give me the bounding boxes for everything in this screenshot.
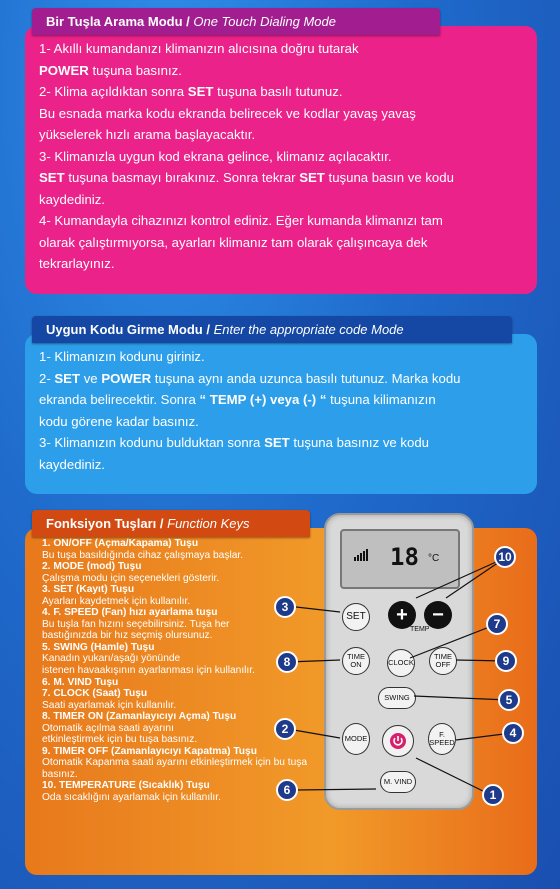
function-key-desc: Ayarları kaydetmek için kullanılır. [42, 595, 191, 607]
function-key-title: 2. MODE (mod) Tuşu [42, 561, 142, 573]
temp-label: TEMP [410, 626, 430, 633]
code-step-2c: kodu görene kadar basınız. [39, 413, 199, 429]
step-2c: yükselerek hızlı arama başlayacaktır. [39, 127, 256, 142]
step-1b: POWER tuşuna basınız. [39, 62, 182, 78]
function-key-desc: Bu tuşla fan hızını seçebilirsiniz. Tuşa her [42, 618, 230, 630]
step-1a: 1- Akıllı kumandanızı klimanızın alıcısına doğru tutarak [39, 41, 359, 56]
step-3a: 3- Klimanızla uygun kod ekrana gelince, klimanız açılacaktır. [39, 148, 392, 164]
function-key-desc: bastığınızda bir hız seçmiş olursunuz. [42, 630, 213, 642]
callout-2: 2 [274, 718, 296, 740]
code-step-3b: kaydediniz. [39, 456, 105, 472]
step-2b: Bu esnada marka kodu ekranda belirecek ve kodlar yavaş yavaş [39, 105, 416, 121]
function-key-desc: Oda sıcaklığını ayarlamak için kullanılır. [42, 792, 221, 804]
step-4c: tekrarlayınız. [39, 256, 115, 271]
set-button[interactable]: SET [342, 603, 370, 631]
lcd-temperature: 18 [390, 543, 419, 571]
function-key-title: 6. M. VIND Tuşu [42, 676, 119, 688]
callout-9: 9 [495, 650, 517, 672]
step-4a: 4- Kumandayla cihazınızı kontrol ediniz. Eğer kumanda klimanızı tam [39, 213, 443, 228]
function-key-title: 10. TEMPERATURE (Sıcaklık) Tuşu [42, 780, 210, 792]
swing-button[interactable]: SWING [378, 687, 416, 709]
temp-minus-button[interactable]: − [424, 601, 452, 629]
function-key-desc: Bu tuşa basıldığında cihaz çalışmaya başlar. [42, 549, 244, 561]
function-key-desc: etkinleştirmek için bu tuşa basınız. [42, 734, 198, 746]
function-key-desc: Kanadın yukarı/aşağı yönünde [42, 653, 181, 665]
temp-plus-button[interactable]: + [388, 601, 416, 629]
function-key-title: 9. TIMER OFF (Zamanlayıcıyı Kapatma) Tuşu [42, 745, 257, 757]
callout-1: 1 [482, 784, 504, 806]
function-key-title: 3. SET (Kayıt) Tuşu [42, 584, 135, 596]
code-step-2a: 2- SET ve POWER tuşuna aynı anda uzunca basılı tutunuz. Marka kodu [39, 370, 461, 386]
step-3b: SET tuşuna basmayı bırakınız. Sonra tekrar SET tuşuna basın ve kodu [39, 170, 454, 185]
function-key-title: 7. CLOCK (Saat) Tuşu [42, 688, 148, 700]
callout-8: 8 [276, 651, 298, 673]
callout-3: 3 [274, 596, 296, 618]
fan-speed-button[interactable]: F. SPEED [428, 723, 456, 755]
timer-on-button[interactable]: TIME ON [342, 647, 370, 675]
function-key-title: 8. TIMER ON (Zamanlayıcıyı Açma) Tuşu [42, 711, 237, 723]
enter-code-header: Uygun Kodu Girme Modu / Enter the appropriate code Mode [32, 316, 512, 343]
function-key-desc: istenen havaakışının ayarlanması için kullanılır. [42, 665, 255, 677]
function-key-desc: Çalışma modu için seçenekleri gösterir. [42, 572, 220, 584]
m-vind-button[interactable]: M. VIND [380, 771, 416, 793]
lcd-unit: °C [428, 553, 440, 564]
code-step-1: 1- Klimanızın kodunu giriniz. [39, 349, 205, 364]
function-key-title: 5. SWING (Hamle) Tuşu [42, 641, 155, 653]
step-3c: kaydediniz. [39, 191, 105, 207]
one-touch-header: Bir Tuşla Arama Modu / One Touch Dialing Mode [32, 8, 440, 35]
callout-7: 7 [486, 613, 508, 635]
callout-6: 6 [276, 779, 298, 801]
function-key-desc: Otomatik açılma saati ayarını [42, 722, 174, 734]
function-key-desc: Otomatik Kapanma saati ayarını etkinleştirmek için bu tuşa basınız. [42, 757, 307, 780]
mode-button[interactable]: MODE [342, 723, 370, 755]
callout-10: 10 [494, 546, 516, 568]
code-step-2b: ekranda belirecektir. Sonra “ TEMP (+) veya (-) “ tuşuna kilimanızın [39, 392, 436, 407]
step-4b: olarak çalıştırmıyorsa, ayarları klimanız tam olarak çalışıncaya dek [39, 234, 428, 250]
function-key-title: 1. ON/OFF (Açma/Kapama) Tuşu [42, 538, 199, 549]
timer-off-button[interactable]: TIME OFF [429, 647, 457, 675]
clock-button[interactable]: CLOCK [387, 649, 415, 677]
function-keys-header: Fonksiyon Tuşları / Function Keys [32, 510, 310, 537]
step-2a: 2- Klima açıldıktan sonra SET tuşuna basılı tutunuz. [39, 84, 343, 99]
callout-4: 4 [502, 722, 524, 744]
function-key-title: 4. F. SPEED (Fan) hızı ayarlama tuşu [42, 607, 218, 619]
callout-5: 5 [498, 689, 520, 711]
code-step-3a: 3- Klimanızın kodunu bulduktan sonra SET tuşuna basınız ve kodu [39, 435, 430, 450]
function-key-desc: Saati ayarlamak için kullanılır. [42, 699, 177, 711]
